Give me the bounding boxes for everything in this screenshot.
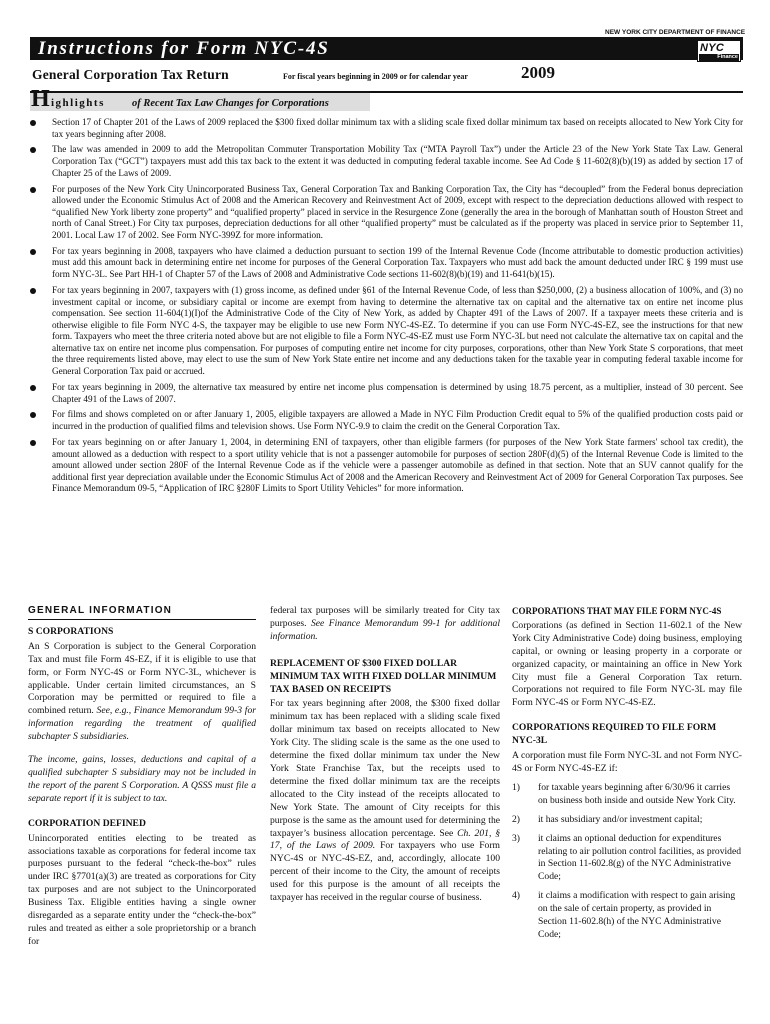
- form-subtitle: General Corporation Tax Return: [32, 67, 229, 82]
- continued-body: federal tax purposes will be similarly treated for City tax purposes.: [270, 605, 500, 629]
- item-number: 1): [512, 781, 520, 793]
- fiscal-year-note: For fiscal years beginning in 2009 or for calendar year: [283, 72, 468, 81]
- highlight-text: For tax years beginning in 2007, taxpayers with (1) gross income, as defined under §61 of the Internal Revenue Code, of less than $250,000, (2) a business allocation of 100%, and (3) no investment capital or income, or subsidiary capital or income are exempt from having to determine the alternative tax on capital and the alternative tax on entire net income plus compensation. See section 11-604(1)(I)of the Administrative Code of the City of New York, as added by Chapter 491 of the Laws of 2007. If a taxpayer meets these criteria and is otherwise eligible to file Form NYC 4-S, the taxpayer may be eligible to use new Form NYC-4S-EZ. To determine if you can use Form NYC-4S-EZ, see the instructions for that new form. Taxpayers who meet the three criteria noted above but are not eligible to file a Form NYC-4S-EZ must use Form NYC-3L but need not calculate the alternative tax on capital and the alternative tax on entire net income plus compensation. For purposes of computing entire net income for city purposes, corporations, other than New York State S corporations, that meet the three requirements listed above, may elect to use the sum of New York State entire net income and any deductions taken for the taxable year in computing federal taxable income for General Corporation Tax paid or accrued.: [52, 284, 743, 377]
- continued-text: [270, 605, 500, 644]
- highlights-initial: H: [31, 86, 50, 112]
- bullet-icon: [30, 412, 36, 418]
- replacement-heading: REPLACEMENT OF $300 FIXED DOLLAR MINIMUM TAX WITH FIXED DOLLAR MINIMUM TAX BASED ON RECEIPTS: [270, 657, 497, 695]
- list-item: [512, 833, 742, 885]
- bullet-icon: [30, 187, 36, 193]
- logo-text: NYC: [700, 42, 725, 54]
- required-heading: CORPORATIONS REQUIRED TO FILE FORM NYC-3L: [512, 722, 717, 747]
- replacement-reference: Ch. 201, § 17, of the Laws of 2009.: [270, 827, 500, 852]
- general-information-heading: GENERAL INFORMATION: [28, 605, 173, 616]
- nyc-finance-logo: [697, 40, 741, 62]
- highlight-item: [30, 246, 743, 281]
- corporation-defined-text: Unincorporated entities electing to be treated as associations taxable as corporations for federal income tax purposes pursuant to the federal “check-the-box” rules under IRC §7701(a)(3) are treated as corporations for City tax purposes and are not subject to the Unincorporated Business Tax. Eligible entities having a single owner disregarded as a separate entity under the “check-the-box” rules and treated as either a sole proprietorship or a branch for: [28, 832, 256, 947]
- continued-reference: See Finance Memorandum 99-1 for additional information.: [270, 617, 500, 642]
- bullet-icon: [30, 147, 36, 153]
- list-item: [512, 814, 742, 827]
- highlight-text: Section 17 of Chapter 201 of the Laws of 2009 replaced the $300 fixed dollar minimum tax with a sliding scale fixed dollar minimum tax based on receipts allocated to New York City for tax years beginning after 2008.: [52, 117, 743, 139]
- bullet-icon: [30, 249, 36, 255]
- highlight-text: For films and shows completed on or after January 1, 2005, eligible taxpayers are allowed a Made in NYC Film Production Credit equal to 5% of the qualified production costs paid or incurred in the production of qualified films and television shows. Use Form NYC-9.9 to claim the credit on the General Corporation Tax.: [52, 409, 743, 432]
- corporation-defined-heading: CORPORATION DEFINED: [28, 817, 146, 829]
- may-file-text: Corporations (as defined in Section 11-602.1 of the New York City Administrative Code) doing business, employing capital, or owning or leasing property in a corporate or organized capacity, or maintaining an office in New York City must file a General Corporation Tax return. Corporations not required to file Form NYC-3L may file Form NYC-4S or Form NYC-4S-EZ.: [512, 619, 742, 709]
- highlight-text: For tax years beginning on or after January 1, 2004, in determining ENI of taxpayers, other than eligible farmers (for purposes of the New York State farmers' school tax credit), the amount allowed as a deduction with respect to a sport utility vehicle that is not a passenger automobile for purposes of section 280F(d)(5) of the Internal Revenue Code is limited to the amount allowed under section 280F of the Internal Revenue Code as if the vehicle were a passenger automobile as defined in that section. Note that an SUV cannot qualify for the additional first year depreciation available under the Economic Stimulus Act of 2008 and the American Recovery and Reinvestment Act of 2009 for General Corporation Tax purposes. See Finance Memorandum 09-5, “Application of IRC §280F Limits to Sport Utility Vehicles” for more information.: [52, 436, 743, 494]
- list-item: [512, 782, 742, 808]
- highlight-text: For tax years beginning in 2008, taxpayers who have claimed a deduction pursuant to section 199 of the Internal Revenue Code (Income attributable to domestic production activities) must add this amount back in determining entire net income for purposes of the General Corporation Tax. Taxpayers who must add back the amount deducted under IRC § 199 must use form NYC-3L. See Part HH-1 of Chapter 57 of the Laws of 2008 and Administrative Code sections 11-602(8)(b)(19) and 11-641(b)(15).: [52, 245, 743, 280]
- highlight-text: For purposes of the New York City Unincorporated Business Tax, General Corporation Tax and Banking Corporation Tax, the City has “decoupled” from the Federal bonus depreciation allowed under the Economic Stimulus Act of 2008 and the American Recovery and Reinvestment Act of 2009, except with respect to the depreciation deductions allowed with respect to “qualified New York liberty zone property” and “qualified property” placed in service in the Resurgence Zone (generally the area in the borough of Manhattan south of Houston Street and north of Canal Street.) For City tax purposes, depreciation deductions for all other “qualified property” must be calculated as if the property was placed in service prior to September 11, 2001. Local Law 17 of 2002. See Form NYC-399Z for more information.: [52, 183, 743, 240]
- form-title: Instructions for Form NYC-4S: [38, 38, 330, 59]
- item-number: 2): [512, 813, 520, 825]
- bullet-icon: [30, 288, 36, 294]
- s-corp-body: An S Corporation is subject to the General Corporation Tax and must file Form 4S-EZ, if it is eligible to use that form, or Form NYC-4S or Form NYC-3L, whichever is applicable. Under certain limited circumstances, an S Corporation may be permitted or required to file a combined return.: [28, 640, 256, 717]
- highlight-item: [30, 409, 743, 432]
- bullet-icon: [30, 385, 36, 391]
- highlights-subtitle: of Recent Tax Law Changes for Corporations: [132, 98, 329, 109]
- qsss-text: The income, gains, losses, deductions and capital of a qualified subchapter S subsidiary may not be included in the report of the parent S Corporation. A QSSS must file a separate report if it is subject to tax.: [28, 754, 256, 804]
- column-middle: [270, 605, 500, 911]
- department-name: NEW YORK CITY DEPARTMENT OF FINANCE: [605, 29, 746, 36]
- logo-sub-text: Finance: [699, 54, 739, 61]
- column-general-information: [28, 605, 256, 955]
- item-text: it has subsidiary and/or investment capital;: [538, 813, 703, 825]
- highlight-item: [30, 144, 743, 179]
- s-corporations-heading: S CORPORATIONS: [28, 625, 114, 637]
- required-intro: A corporation must file Form NYC-3L and not Form NYC-4S or Form NYC-4S-EZ if:: [512, 750, 742, 774]
- s-corp-reference: See, e.g., Finance Memorandum 99-3 for information regarding the treatment of qualified subchapter S subsidiaries.: [28, 705, 256, 743]
- highlight-item: [30, 184, 743, 242]
- highlight-text: For tax years beginning in 2009, the alternative tax measured by entire net income plus compensation is determined by using 18.75 percent, as a multiplier, instead of 30 percent. See Chapter 491 of the Laws of 2007.: [52, 381, 743, 404]
- section-rule: [28, 619, 256, 620]
- list-item: [512, 890, 742, 942]
- column-right: [512, 605, 742, 948]
- highlights-list: [30, 117, 743, 499]
- highlight-item: [30, 285, 743, 378]
- tax-year: 2009: [521, 63, 555, 82]
- highlights-rule: [30, 91, 743, 93]
- highlight-item: [30, 437, 743, 495]
- item-number: 4): [512, 890, 520, 902]
- item-text: it claims a modification with respect to gain arising on the sale of certain property, as provided in Section 11-602.8(h) of the NYC Administrative Code;: [538, 890, 736, 940]
- bullet-icon: [30, 120, 36, 126]
- item-number: 3): [512, 832, 520, 844]
- replacement-body-continued: For taxpayers who use Form NYC-4S or NYC-4S-EZ, and, accordingly, allocate 100 percent of their income to the City, the amount of receipts used for this purpose is the amount of all receipts the taxpayer has received in the regular course of business.: [270, 840, 501, 904]
- replacement-body: For tax years beginning after 2008, the $300 fixed dollar minimum tax has been replaced with a sliding scale fixed dollar minimum tax based on receipts allocated to New York City. The sliding scale is the same as the one used to determine the fixed dollar minimum tax under the New York State Franchise Tax, but the receipts used to determine the fixed dollar minimum tax are the receipts allocated to the City instead of the receipts allocated to New York State. The amount of City receipts for this purpose is the same as the amount used for determining the taxpayer’s business allocation percentage. See: [270, 698, 500, 839]
- required-conditions-list: [512, 782, 742, 942]
- may-file-heading: CORPORATIONS THAT MAY FILE FORM NYC-4S: [512, 606, 722, 616]
- item-text: for taxable years beginning after 6/30/96 it carries on business both inside and outside New York City.: [538, 781, 736, 806]
- highlights-heading: ighlights: [51, 97, 105, 109]
- highlight-text: The law was amended in 2009 to add the Metropolitan Commuter Transportation Mobility Tax (“MTA Payroll Tax”) under the Article 23 of the New York State Tax Law. General Corporation Tax (“GCT”) taxpayers must add this tax back to the extent it was deducted in computing federal taxable income. See Ad Code § 11-602(8)(b)(19) as added by section 17 of Chapter 25 of the Laws of 2009.: [52, 144, 743, 178]
- item-text: it claims an optional deduction for expenditures relating to air pollution control facilities, as provided in Section 11-602.8(g) of the NYC Administrative Code;: [538, 832, 742, 883]
- s-corporations-text: [28, 641, 256, 744]
- bullet-icon: [30, 440, 36, 446]
- highlight-item: [30, 117, 743, 140]
- replacement-text: [270, 698, 500, 905]
- highlight-item: [30, 382, 743, 405]
